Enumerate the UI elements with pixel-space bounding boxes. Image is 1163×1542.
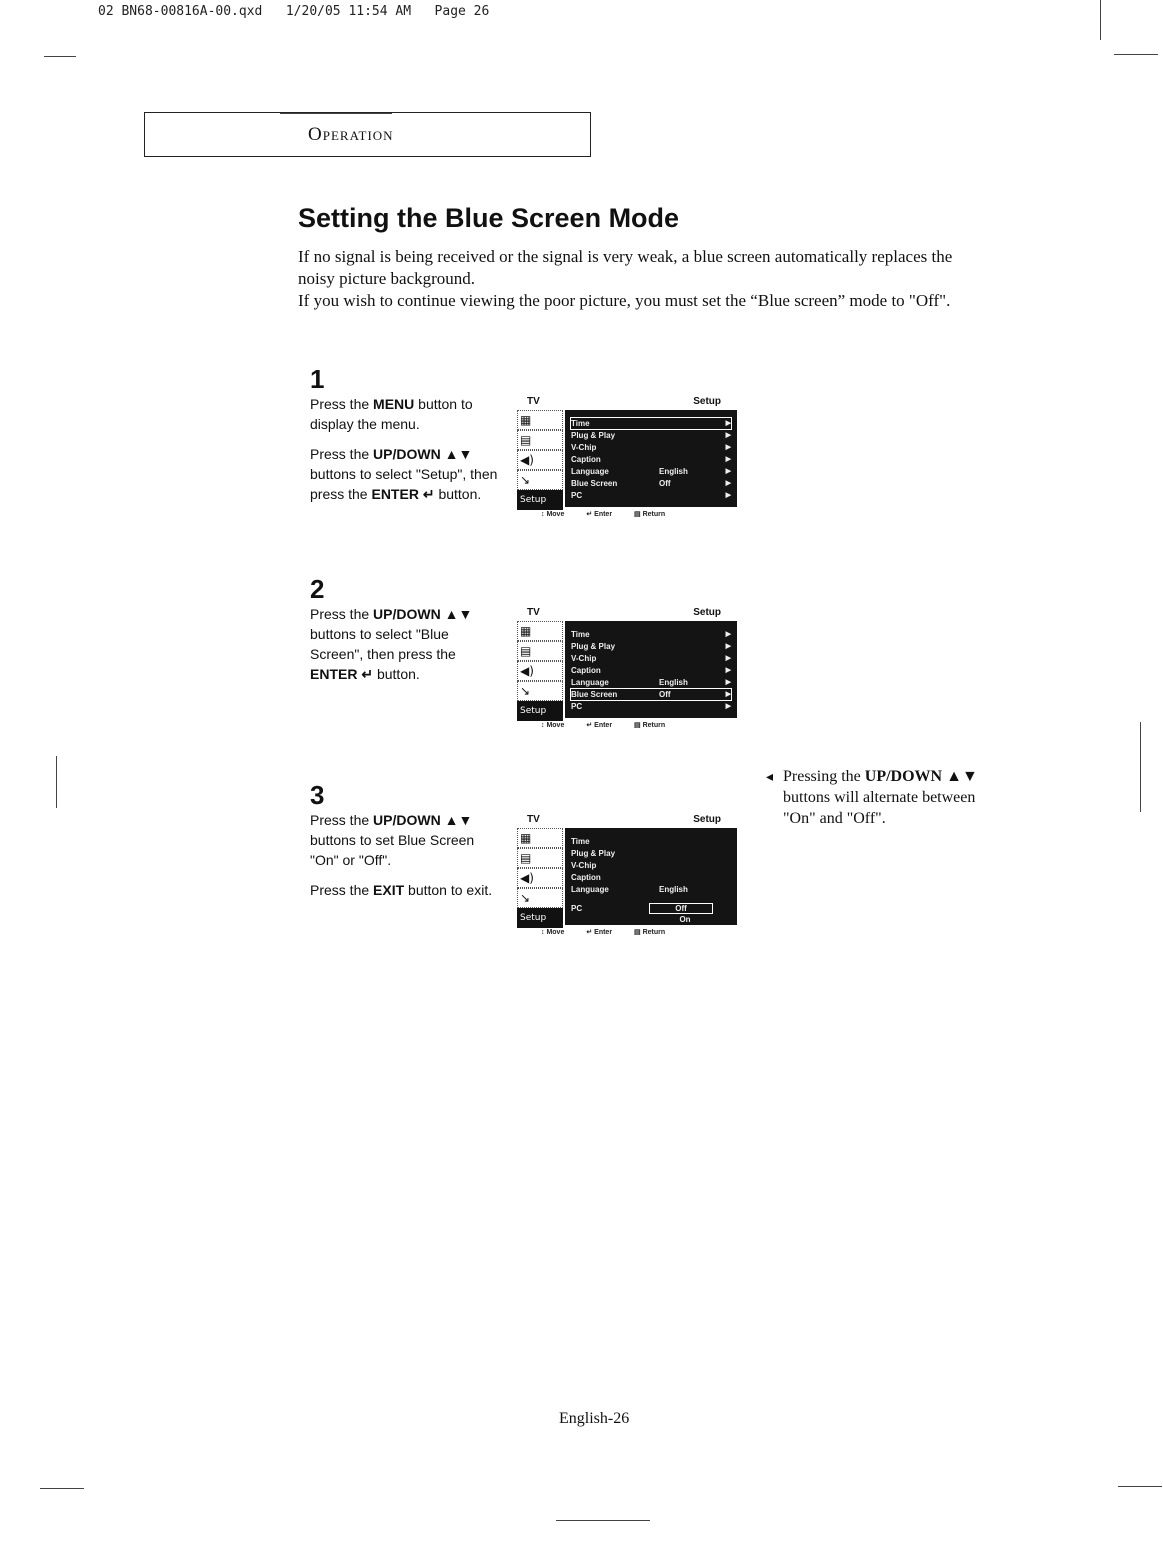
sound-icon: ◀) — [517, 661, 563, 681]
osd-menu-panel — [565, 410, 737, 507]
crop-mark — [556, 1520, 650, 1521]
antenna-icon: ↘ — [517, 888, 563, 908]
step-paragraph: Press the UP/DOWN ▲▼ buttons to select "Setup", then press the ENTER ↵ button. — [310, 446, 498, 502]
osd-menu-item: V-Chip — [571, 861, 597, 870]
osd-tv-label: TV — [527, 607, 540, 618]
osd-option-off: Off — [649, 903, 713, 914]
osd-icon-column — [515, 828, 565, 925]
osd-menu-item: Language English — [571, 885, 688, 894]
sound-icon: ◀) — [517, 450, 563, 470]
page-title: Setting the Blue Screen Mode — [298, 203, 680, 233]
osd-menu-item: V-Chip ▶ — [571, 443, 731, 452]
osd-menu-item: Plug & Play — [571, 849, 616, 858]
note-text: Pressing the UP/DOWN ▲▼ buttons will alternate between "On" and "Off". — [783, 768, 978, 827]
setup-icon: Setup — [517, 908, 563, 928]
crop-mark — [1140, 722, 1141, 812]
step-number: 1 — [310, 364, 325, 394]
osd-help-bar: ↕ Move ↵ Enter ▤ Return — [541, 511, 666, 518]
intro-text — [298, 246, 978, 312]
step-instructions — [310, 604, 505, 694]
step-paragraph: Press the EXIT button to exit. — [310, 882, 493, 898]
setup-icon: Setup — [517, 701, 563, 721]
osd-menu-label: Setup — [693, 607, 721, 618]
osd-menu-item: Language English ▶ — [571, 467, 731, 476]
step-paragraph: Press the MENU button to display the menu. — [310, 396, 473, 432]
section-header-box — [144, 112, 591, 157]
osd-option-on: On — [679, 915, 691, 924]
section-label: Operation — [308, 124, 394, 145]
osd-screen — [515, 607, 737, 732]
crop-mark — [1118, 1486, 1162, 1487]
osd-menu-item: PC ▶ — [571, 702, 731, 711]
crop-mark — [40, 1488, 84, 1489]
osd-help-bar: ↕ Move ↵ Enter ▤ Return — [541, 722, 666, 729]
picture-icon: ▦ — [517, 410, 563, 430]
step-instructions — [310, 394, 505, 514]
sound-icon: ◀) — [517, 868, 563, 888]
osd-menu-item: Caption ▶ — [571, 455, 731, 464]
crop-mark — [1114, 54, 1158, 55]
picture-icon: ▦ — [517, 621, 563, 641]
intro-paragraph: If no signal is being received or the signal is very weak, a blue screen automatically replaces the noisy picture background. — [298, 247, 953, 288]
osd-menu-item: PC ▶ — [571, 491, 731, 500]
osd-menu-item: Plug & Play ▶ — [571, 431, 731, 440]
osd-menu-item: Time — [571, 837, 590, 846]
osd-help-bar: ↕ Move ↵ Enter ▤ Return — [541, 929, 666, 936]
intro-paragraph: If you wish to continue viewing the poor picture, you must set the “Blue screen” mode to "Off". — [298, 291, 951, 310]
crop-mark — [1100, 0, 1101, 40]
osd-tv-label: TV — [527, 814, 540, 825]
osd-menu-item: Language English ▶ — [571, 678, 731, 687]
crop-mark — [56, 756, 57, 808]
osd-menu-item: V-Chip ▶ — [571, 654, 731, 663]
osd-menu-label: Setup — [693, 396, 721, 407]
osd-menu-item: Blue Screen Off ▶ — [571, 690, 731, 699]
osd-screen — [515, 814, 737, 939]
osd-menu-panel — [565, 621, 737, 718]
channel-icon: ▤ — [517, 430, 563, 450]
osd-menu-item: Caption ▶ — [571, 666, 731, 675]
picture-icon: ▦ — [517, 828, 563, 848]
osd-menu-item: Blue Screen Off ▶ — [571, 479, 731, 488]
antenna-icon: ↘ — [517, 470, 563, 490]
step-instructions — [310, 810, 505, 910]
crop-mark — [44, 56, 76, 57]
channel-icon: ▤ — [517, 848, 563, 868]
osd-menu-item: Time ▶ — [571, 630, 731, 639]
antenna-icon: ↘ — [517, 681, 563, 701]
osd-menu-item: Time ▶ — [571, 419, 731, 428]
print-header: 02 BN68-00816A-00.qxd 1/20/05 11:54 AM Page 26 — [98, 4, 490, 19]
side-note — [766, 766, 1006, 829]
osd-menu-item: Caption — [571, 873, 601, 882]
osd-tv-label: TV — [527, 396, 540, 407]
osd-menu-item: PC — [571, 904, 583, 913]
step-paragraph: Press the UP/DOWN ▲▼ buttons to set Blue Screen "On" or "Off". — [310, 812, 475, 868]
osd-menu-panel — [565, 828, 737, 925]
osd-menu-label: Setup — [693, 814, 721, 825]
channel-icon: ▤ — [517, 641, 563, 661]
page-footer: English-26 — [559, 1410, 630, 1427]
osd-icon-column — [515, 410, 565, 507]
note-bullet-icon: ◂ — [766, 770, 774, 785]
osd-screen — [515, 396, 737, 521]
step-number: 3 — [310, 780, 325, 810]
setup-icon: Setup — [517, 490, 563, 510]
osd-icon-column — [515, 621, 565, 718]
osd-menu-item: Plug & Play ▶ — [571, 642, 731, 651]
step-number: 2 — [310, 574, 325, 604]
step-paragraph: Press the UP/DOWN ▲▼ buttons to select "Blue Screen", then press the ENTER ↵ button. — [310, 606, 473, 682]
